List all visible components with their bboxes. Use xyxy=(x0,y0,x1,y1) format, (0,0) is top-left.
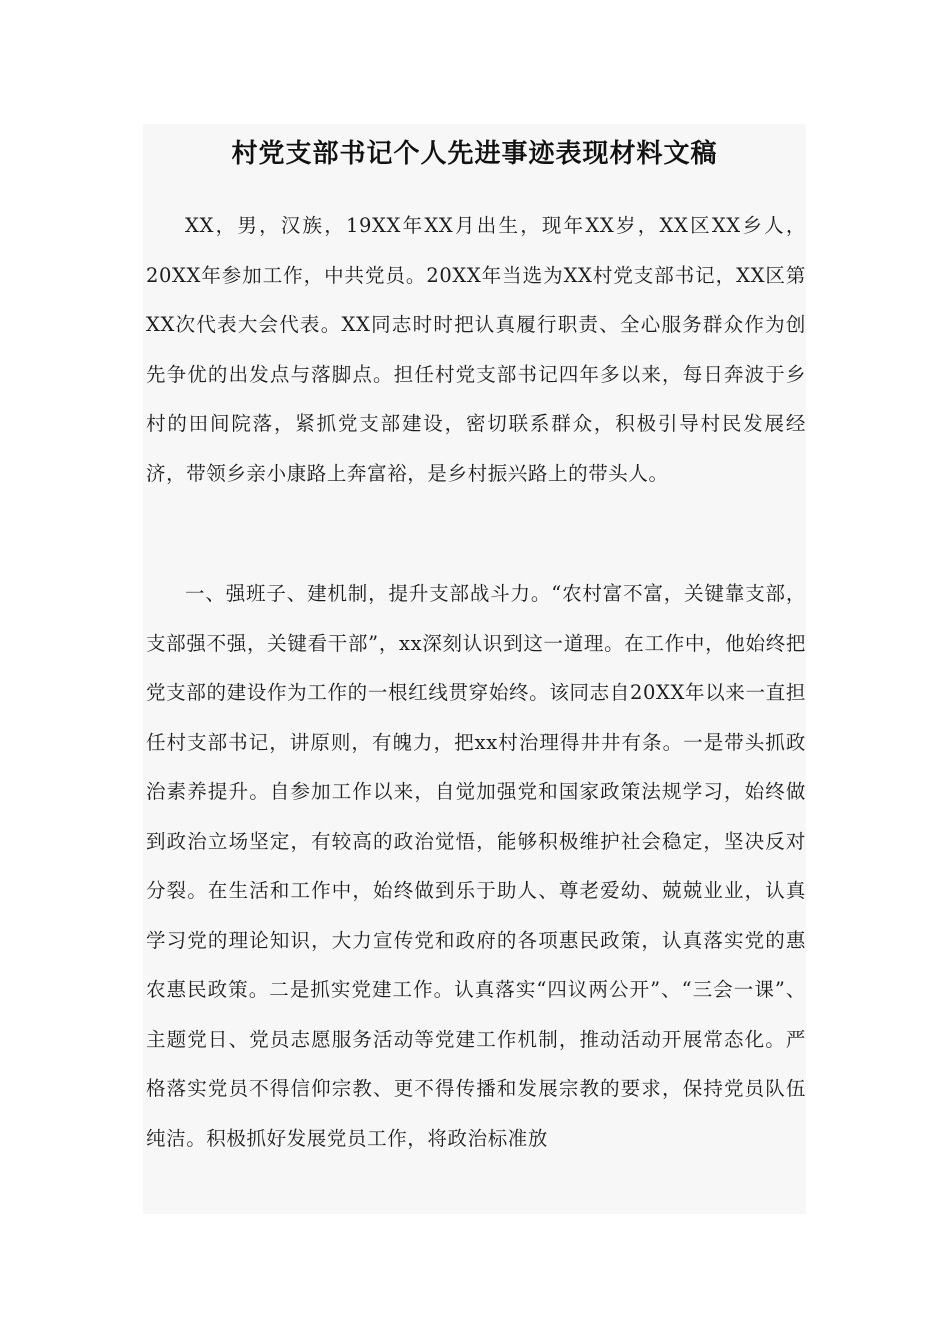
paragraph-section-one: 一、强班子、建机制，提升支部战斗力。“农村富不富，关键靠支部，支部强不强，关键看干部”，xx深刻认识到这一道理。在工作中，他始终把党支部的建设作为工作的一根红线贯穿始终。该同志自20XX年以来一直担任村支部书记，讲原则，有魄力，把xx村治理得井井有条。一是带头抓政治素养提升。自参加工作以来，自觉加强党和国家政策法规学习，始终做到政治立场坚定，有较高的政治觉悟，能够积极维护社会稳定，坚决反对分裂。在生活和工作中，始终做到乐于助人、尊老爱幼、兢兢业业，认真学习党的理论知识，大力宣传党和政府的各项惠民政策，认真落实党的惠农惠民政策。二是抓实党建工作。认真落实“四议两公开”、“三会一课”、主题党日、党员志愿服务活动等党建工作机制，推动活动开展常态化。严格落实党员不得信仰宗教、更不得传播和发展宗教的要求，保持党员队伍纯洁。积极抓好发展党员工作，将政治标准放 xyxy=(146,582,806,1150)
paragraph-intro: XX，男，汉族，19XX年XX月出生，现年XX岁，XX区XX乡人，20XX年参加工作，中共党员。20XX年当选为XX村党支部书记，XX区第XX次代表大会代表。XX同志时时把认真履行职责、全心服务群众作为创先争优的出发点与落脚点。担任村党支部书记四年多以来，每日奔波于乡村的田间院落，紧抓党支部建设，密切联系群众，积极引导村民发展经济，带领乡亲小康路上奔富裕，是乡村振兴路上的带头人。 xyxy=(146,214,806,485)
document-title: 村党支部书记个人先进事迹表现材料文稿 xyxy=(231,139,718,169)
